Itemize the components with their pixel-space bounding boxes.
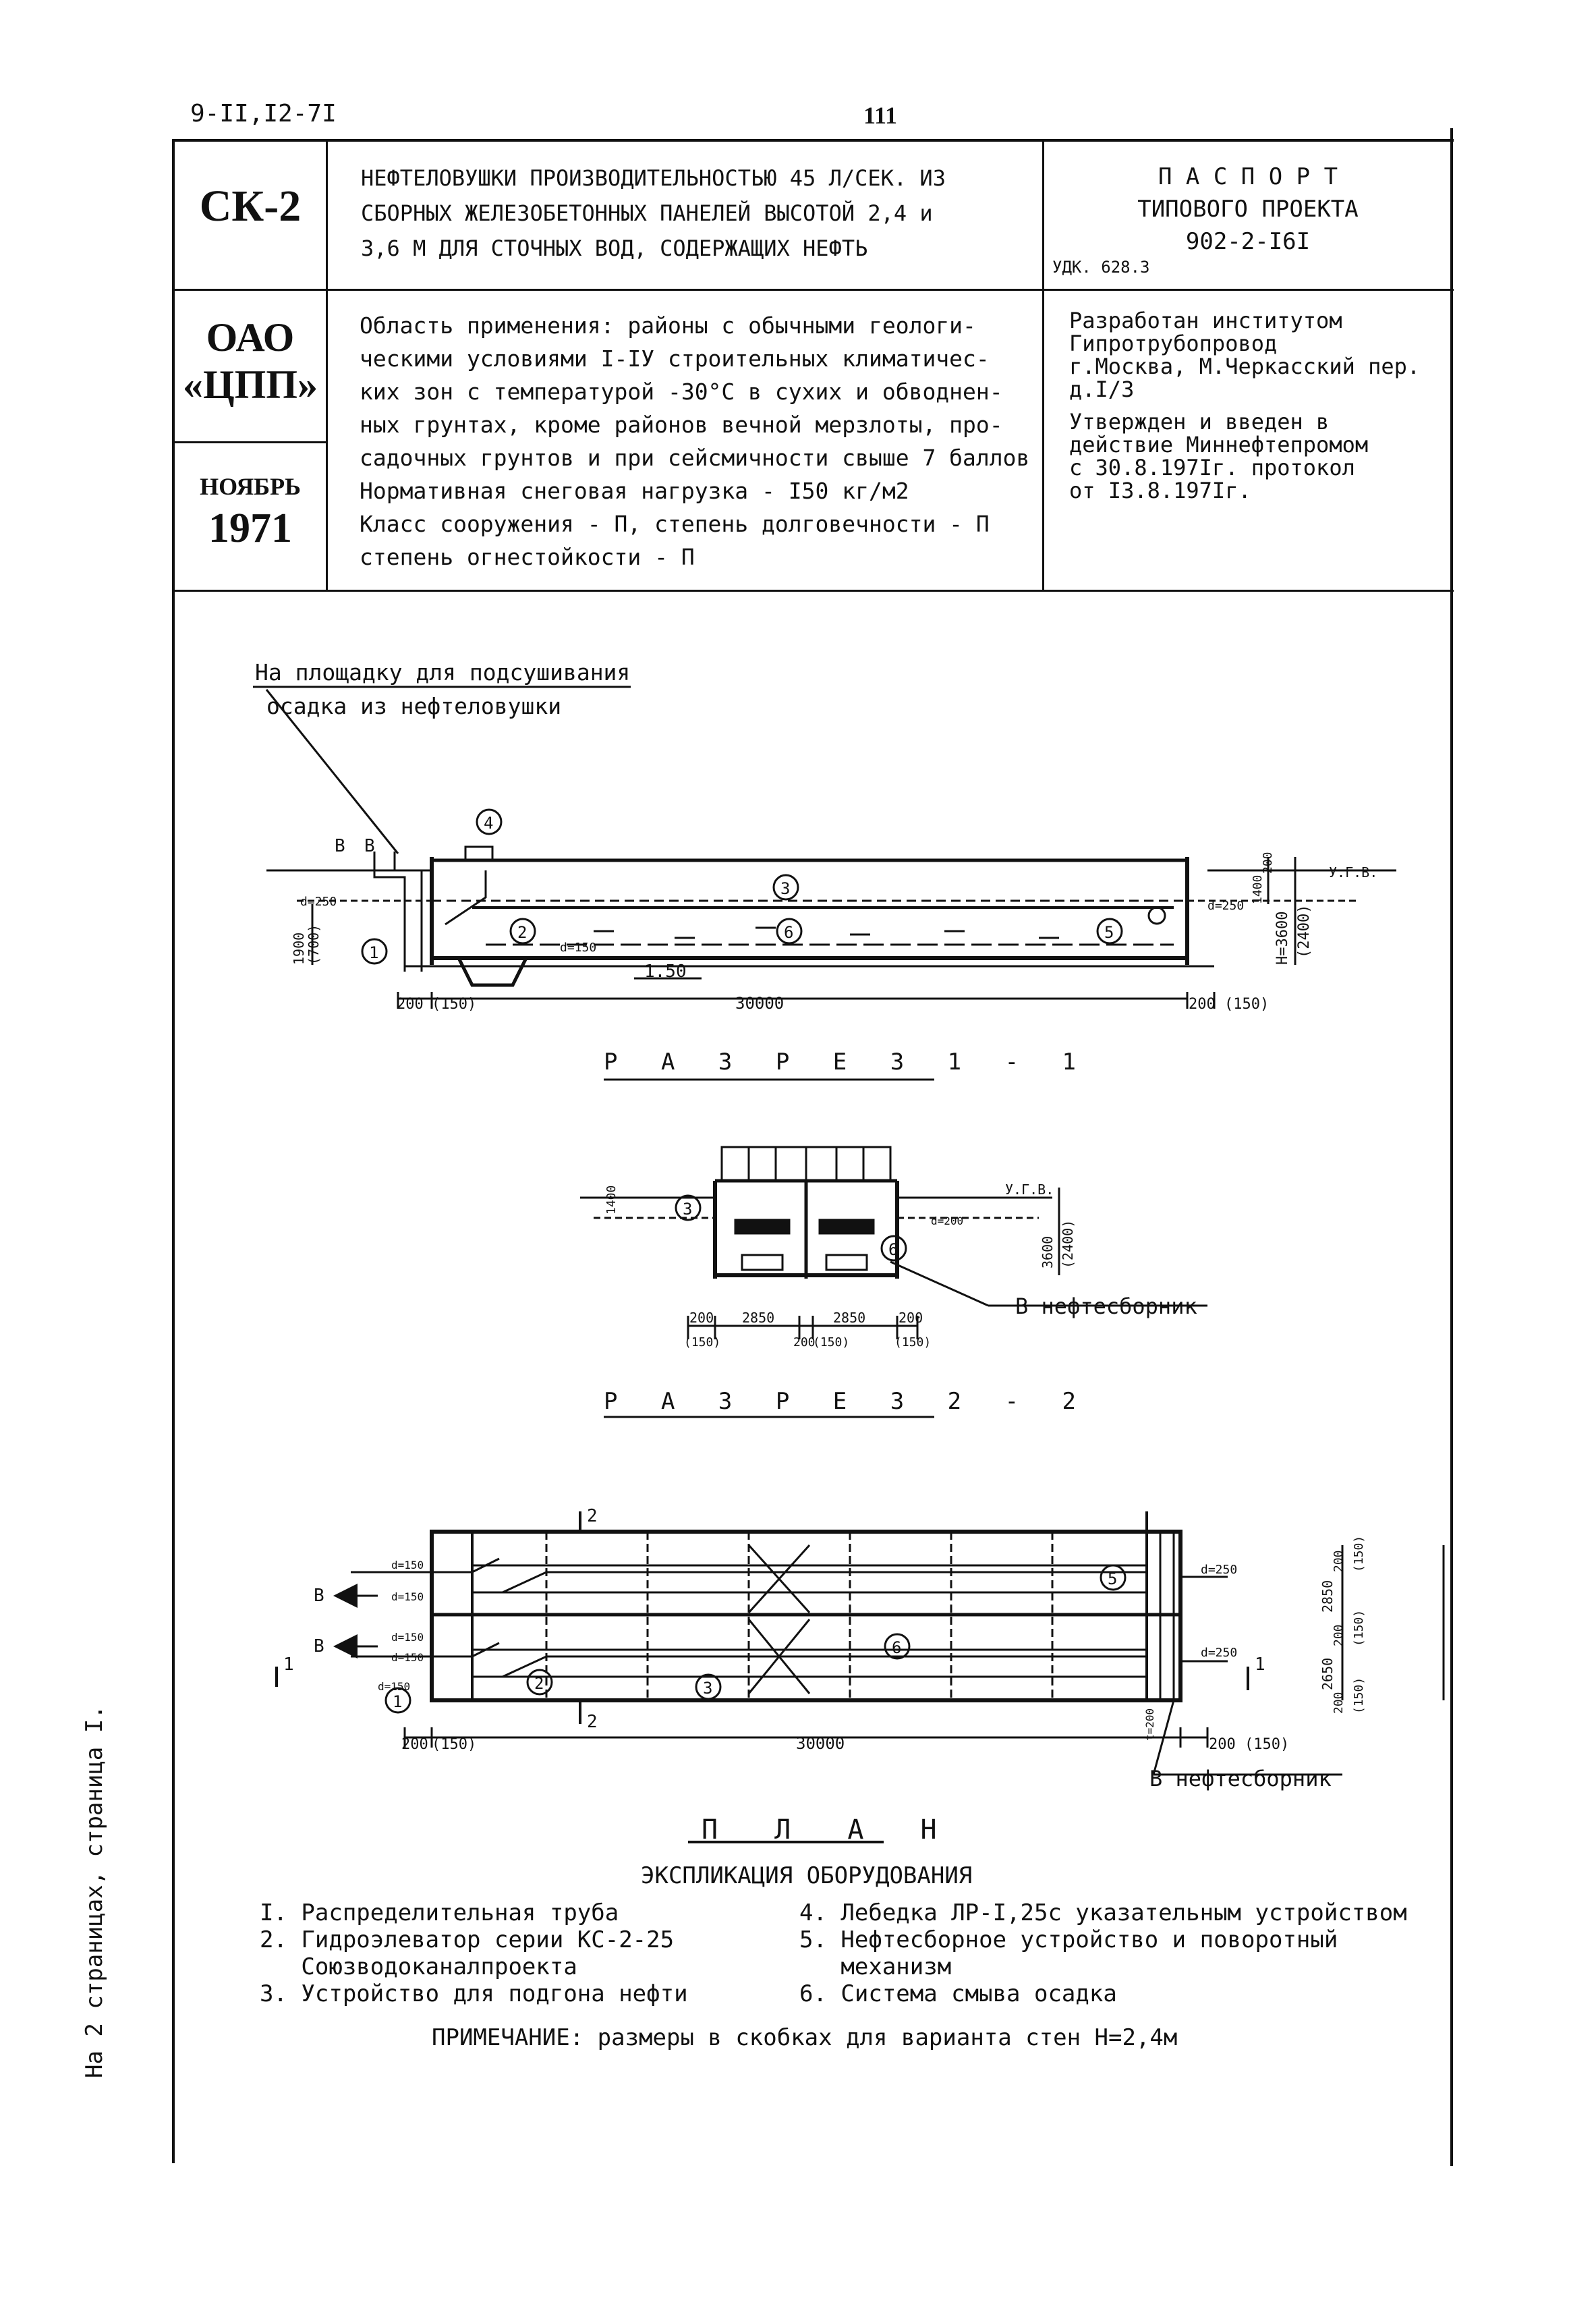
plan-b-2: В — [314, 1636, 324, 1656]
developer-line: Разработан институтом — [1069, 308, 1342, 333]
title-line: СБОРНЫХ ЖЕЛЕЗОБЕТОННЫХ ПАНЕЛЕЙ ВЫСОТОЙ 2,4 и — [361, 200, 933, 226]
sludge-pit — [459, 958, 526, 985]
org-line1: ОАО — [206, 315, 295, 360]
callout-num: 3 — [780, 879, 791, 898]
page-number: 111 — [863, 102, 898, 129]
plan-d250-1: d=250 — [1201, 1563, 1238, 1577]
s1-b-1: В — [335, 836, 345, 856]
scope-line: ческими условиями I-IУ строительных климатичес- — [360, 345, 990, 372]
plan-r4: 2650 — [1319, 1657, 1336, 1690]
plan-length: 30000 — [796, 1734, 845, 1753]
s2-h: 3600 — [1039, 1235, 1056, 1269]
s1-slope: 1.50 — [644, 962, 687, 982]
developer-line: д.I/3 — [1069, 377, 1135, 402]
stamp-year: 1971 — [208, 505, 292, 551]
s1-hh: H=3600 — [1274, 911, 1291, 965]
plan-b-1: В — [314, 1586, 324, 1606]
plan-d250-2: d=250 — [1201, 1646, 1238, 1660]
to-oil-collector-1: В нефтесборник — [1015, 1293, 1197, 1319]
plan-r3: 200 — [1332, 1624, 1346, 1646]
udk-code: УДК. 628.3 — [1052, 258, 1150, 277]
skimmer-shape — [1149, 908, 1165, 924]
s2-w5a: (150) — [894, 1335, 932, 1349]
scope-line: степень огнестойкости - П — [360, 544, 695, 570]
org-line2: «ЦПП» — [182, 362, 318, 407]
plan-right: 200 (150) — [1209, 1736, 1290, 1753]
s2-w3a: (150) — [813, 1335, 850, 1349]
scope-line: Класс сооружения - П, степень долговечности - П — [360, 511, 990, 537]
top-callout-line1: На площадку для подсушивания — [255, 659, 631, 686]
s2-w4: 2850 — [833, 1310, 866, 1326]
plan-sec1-right: 1 — [1255, 1654, 1265, 1675]
plan-d150-1: d=150 — [391, 1559, 424, 1571]
s1-d250-right: d=250 — [1207, 899, 1245, 913]
series-code: СК-2 — [199, 182, 302, 231]
s1-b-2: В — [364, 836, 375, 856]
callout-num: 2 — [534, 1674, 544, 1693]
section2-caption: Р А З Р Е З 2 - 2 — [604, 1388, 1091, 1415]
s1-h1-alt: (700) — [306, 924, 322, 965]
title-line: НЕФТЕЛОВУШКИ ПРОИЗВОДИТЕЛЬНОСТЬЮ 45 Л/СЕК. ИЗ — [361, 165, 946, 191]
plan-sec1-left: 1 — [283, 1654, 294, 1675]
s2-top: 1400 — [604, 1185, 619, 1215]
plan-d150-3: d=150 — [391, 1631, 424, 1644]
legend-note: ПРИМЕЧАНИЕ: размеры в скобках для варианта стен Н=2,4м — [432, 2024, 1178, 2051]
s1-top200: 200 — [1261, 852, 1275, 874]
s1-mid1400: 1400 — [1251, 874, 1265, 904]
plan-caption: П Л А Н — [702, 1814, 957, 1845]
callout-num: 6 — [892, 1638, 902, 1657]
legend-item: 2. Гидроэлеватор серии КС-2-25 — [260, 1926, 675, 1953]
callout-num: 6 — [784, 923, 794, 942]
passport-line: ТИПОВОГО ПРОЕКТА — [1137, 196, 1359, 223]
callout-num: 1 — [393, 1692, 403, 1711]
scope-line: Область применения: районы с обычными геологи- — [360, 312, 976, 339]
approval-line: с 30.8.197Iг. протокол — [1069, 455, 1355, 480]
callout-num: 6 — [888, 1240, 899, 1259]
developer-line: Гипротрубопровод — [1069, 331, 1278, 356]
callout-num: 1 — [369, 943, 379, 962]
callout-num: 5 — [1108, 1569, 1118, 1588]
elevator-pipe — [445, 870, 486, 924]
s2-w2: 2850 — [742, 1310, 775, 1326]
callout-num: 3 — [703, 1679, 713, 1698]
approval-line: от I3.8.197Iг. — [1069, 478, 1251, 503]
plan-sec2-top: 2 — [587, 1506, 598, 1526]
plan-r1a: (150) — [1352, 1535, 1366, 1572]
plan-r2: 2850 — [1319, 1580, 1336, 1613]
s1-h1: 1900 — [291, 932, 307, 965]
plan-d150-5: d=150 — [378, 1680, 411, 1693]
legend-title: ЭКСПЛИКАЦИЯ ОБОРУДОВАНИЯ — [641, 1862, 973, 1889]
legend-item: 4. Лебедка ЛР-I,25с указательным устройством — [799, 1899, 1407, 1926]
ugv-label-1: У.Г.В. — [1329, 864, 1378, 881]
oil-collector-leader — [890, 1262, 988, 1306]
legend-item: Союзводоканалпроекта — [260, 1953, 577, 1980]
developer-line: г.Москва, М.Черкасский пер. — [1069, 354, 1421, 379]
plan-d150-2: d=150 — [391, 1590, 424, 1603]
s1-left-alt: (150) — [432, 996, 477, 1013]
stamp-month: НОЯБРЬ — [200, 473, 301, 500]
top-callout-line2: осадка из нефтеловушки — [266, 693, 562, 719]
callout-num: 3 — [683, 1200, 693, 1219]
s1-left: 200 — [397, 996, 424, 1013]
callout-num: 4 — [484, 814, 494, 833]
s1-d250: d=250 — [300, 895, 337, 909]
plan-left: 200 — [401, 1736, 428, 1753]
ugv-label-2: У.Г.В. — [1005, 1181, 1054, 1198]
legend-item: 5. Нефтесборное устройство и поворотный — [799, 1926, 1338, 1953]
plan-r1: 200 — [1332, 1550, 1346, 1572]
plan-sec2-bottom: 2 — [587, 1712, 598, 1732]
inlet-pipe-2 — [395, 852, 422, 972]
plan-r5: 200 — [1332, 1692, 1346, 1714]
passport-line: 902-2-I6I — [1185, 228, 1311, 255]
passport-line: П А С П О Р Т — [1158, 163, 1338, 190]
legend-right — [799, 1899, 1407, 2007]
callout-num: 5 — [1104, 923, 1114, 942]
to-oil-collector-2: В нефтесборник — [1149, 1766, 1332, 1791]
plan-left-alt: (150) — [432, 1736, 477, 1753]
scope-line: ких зон с температурой -30°С в сухих и обводнен- — [360, 379, 1003, 405]
legend-item: 3. Устройство для подгона нефти — [260, 1980, 688, 2007]
s1-right: 200 (150) — [1189, 996, 1270, 1013]
water-marks — [594, 928, 1059, 938]
scope-line: садочных грунтов и при сейсмичности свыше 7 баллов — [360, 445, 1030, 471]
s2-h-alt: (2400) — [1060, 1219, 1076, 1269]
winch-shape — [465, 847, 492, 860]
side-note: На 2 страницах, страница I. — [81, 1705, 108, 2078]
s1-hh-alt: (2400) — [1296, 904, 1313, 958]
s1-d150: d=150 — [560, 941, 597, 955]
legend-item: механизм — [799, 1953, 952, 1980]
scope-line: Нормативная снеговая нагрузка - I50 кг/м2 — [360, 478, 909, 504]
legend-item: I. Распределительная труба — [260, 1899, 619, 1926]
section1-caption: Р А З Р Е З 1 - 1 — [604, 1049, 1091, 1076]
s2-w1: 200 — [689, 1310, 714, 1326]
s1-length: 30000 — [735, 994, 785, 1013]
approval-line: действие Миннефтепромом — [1069, 432, 1369, 457]
legend-item: 6. Система смыва осадка — [799, 1980, 1117, 2007]
s2-d: d=200 — [931, 1215, 964, 1227]
legend-left — [260, 1899, 688, 2007]
plan-r3a: (150) — [1352, 1609, 1366, 1646]
title-line: 3,6 М ДЛЯ СТОЧНЫХ ВОД, СОДЕРЖАЩИХ НЕФТЬ — [361, 235, 868, 261]
plan-d150-4: d=150 — [391, 1651, 424, 1664]
plan-t200: t=200 — [1143, 1708, 1156, 1741]
s2-w5: 200 — [899, 1310, 923, 1326]
section-1-1-drawing — [253, 687, 1396, 1009]
s2-w3: 200 — [793, 1335, 816, 1349]
s2-w1a: (150) — [684, 1335, 721, 1349]
approval-line: Утвержден и введен в — [1069, 409, 1330, 435]
plan-drawing — [277, 1511, 1444, 1842]
callout-num: 2 — [517, 923, 528, 942]
plan-r5a: (150) — [1352, 1677, 1366, 1714]
scope-line: ных грунтах, кроме районов вечной мерзлоты, про- — [360, 412, 1003, 438]
document-code: 9-II,I2-7I — [190, 100, 337, 128]
